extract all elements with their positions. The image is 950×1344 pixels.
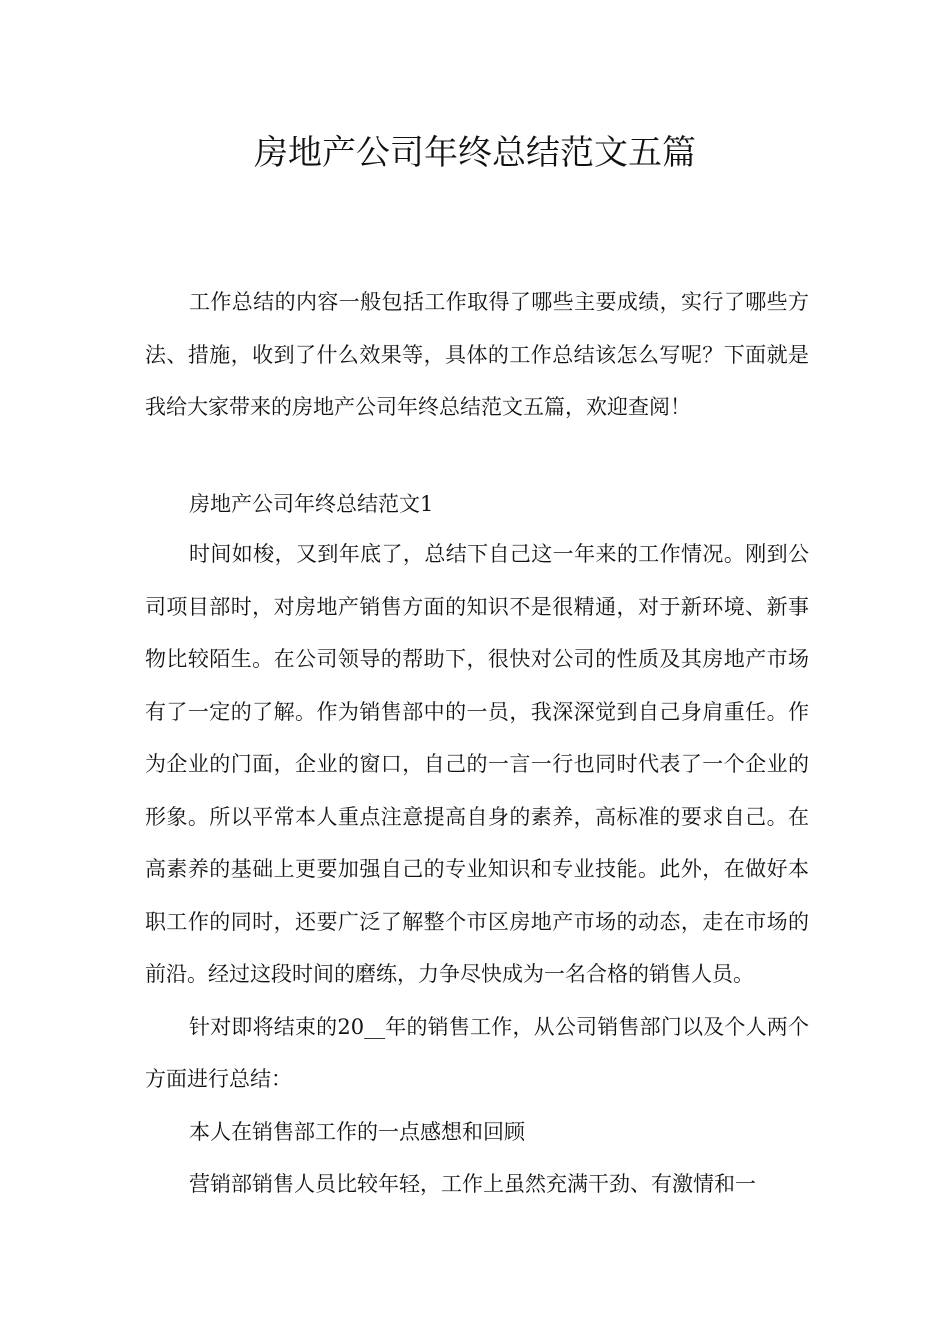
section-heading: 房地产公司年终总结范文1 bbox=[189, 492, 434, 516]
body-paragraph-1: 时间如梭，又到年底了，总结下自己这一年来的工作情况。刚到公司项目部时，对房地产销售方面的知识不是很精通，对于新环境、新事物比较陌生。在公司领导的帮助下，很快对公司的性质及其房地产市场有了一定的了解。作为销售部中的一员，我深深觉到自己身肩重任。作为企业的门面，企业的窗口，自己的一言一行也同时代表了一个企业的形象。所以平常本人重点注意提高自身的素养，高标准的要求自己。在高素养的基础上更要加强自己的专业知识和专业技能。此外，在做好本职工作的同时，还要广泛了解整个市区房地产市场的动态，走在市场的前沿。经过这段时间的磨练，力争尽快成为一名合格的销售人员。 bbox=[145, 542, 809, 986]
subheading-paragraph: 本人在销售部工作的一点感想和回顾 bbox=[189, 1119, 525, 1144]
body-paragraph-2: 针对即将结束的20__年的销售工作，从公司销售部门以及个人两个方面进行总结： bbox=[145, 1014, 809, 1091]
body-paragraph-3: 营销部销售人员比较年轻，工作上虽然充满干劲、有激情和一 bbox=[189, 1172, 756, 1196]
intro-paragraph: 工作总结的内容一般包括工作取得了哪些主要成绩，实行了哪些方法、措施，收到了什么效果等，具体的工作总结该怎么写呢？下面就是我给大家带来的房地产公司年终总结范文五篇，欢迎查阅！ bbox=[145, 290, 809, 419]
main-body bbox=[145, 528, 809, 1211]
section-heading-block bbox=[145, 478, 809, 531]
document-title: 房地产公司年终总结范文五篇 bbox=[254, 133, 696, 173]
intro-section bbox=[145, 276, 809, 434]
